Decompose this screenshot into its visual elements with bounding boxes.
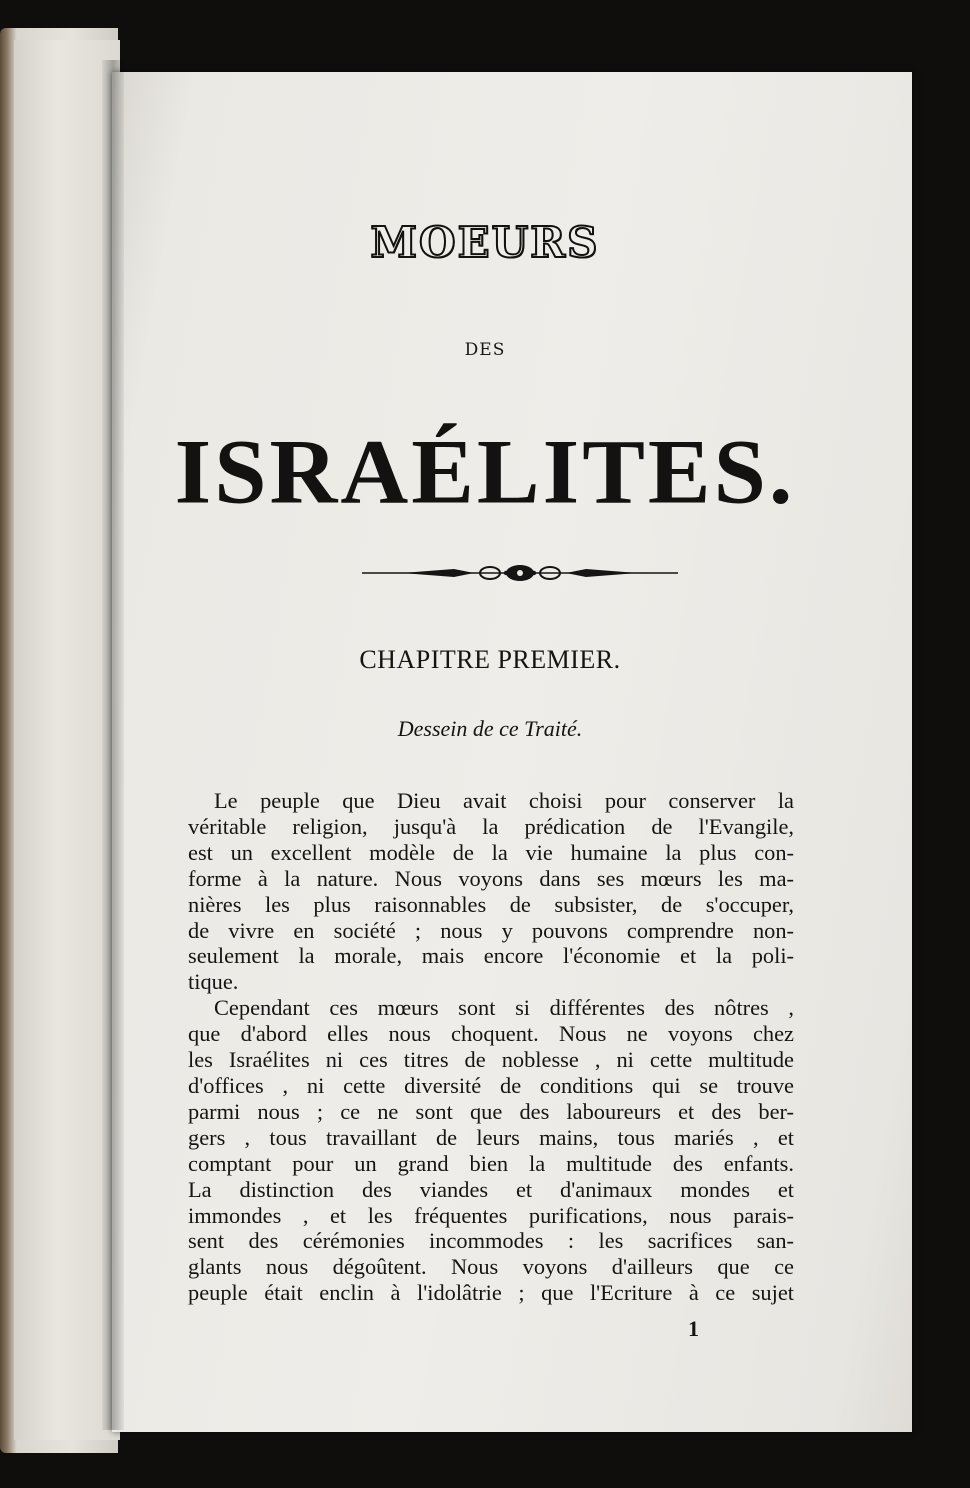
chapter-heading: CHAPITRE PREMIER. xyxy=(359,645,621,674)
text-line: est un excellent modèle de la vie humaine la plus con- xyxy=(188,839,794,865)
text-line: immondes , et les fréquentes purifications, nous parais- xyxy=(188,1202,794,1228)
text-line: sent des cérémonies incommodes : les sacrifices san- xyxy=(188,1228,794,1254)
text-line: nières les plus raisonnables de subsister, de s'occuper, xyxy=(188,891,794,917)
text-line: gers , tous travaillant de leurs mains, tous mariés , et xyxy=(188,1124,794,1150)
title-israelites: ISRAÉLITES. xyxy=(174,421,796,523)
chapter-subtitle: Dessein de ce Traité. xyxy=(397,716,583,741)
page-number: 1 xyxy=(688,1316,699,1341)
title-moeurs: MOEURS xyxy=(370,218,600,267)
text-line: peuple était enclin à l'idolâtrie ; que l'Ecriture à ce sujet xyxy=(188,1280,794,1306)
text-line: que d'abord elles nous choquent. Nous ne voyons chez xyxy=(188,1021,794,1047)
paragraph-1 xyxy=(188,788,794,995)
text-line: parmi nous ; ce ne sont que des laboureurs et des ber- xyxy=(188,1098,794,1124)
text-line: seulement la morale, mais encore l'économie et la poli- xyxy=(188,943,794,969)
text-line: Cependant ces mœurs sont si différentes des nôtres , xyxy=(214,995,794,1021)
text-line: les Israélites ni ces titres de noblesse , ni cette multitude xyxy=(188,1047,794,1073)
body-text xyxy=(188,788,794,1306)
text-line: d'offices , ni cette diversité de conditions qui se trouve xyxy=(188,1072,794,1098)
text-line: tique. xyxy=(188,969,239,995)
text-line: forme à la nature. Nous voyons dans ses mœurs les ma- xyxy=(188,865,794,891)
text-line: véritable religion, jusqu'à la prédication de l'Evangile, xyxy=(188,813,794,839)
text-line: Le peuple que Dieu avait choisi pour conserver la xyxy=(214,788,794,813)
text-line: glants nous dégoûtent. Nous voyons d'ailleurs que ce xyxy=(188,1254,794,1280)
text-line: La distinction des viandes et d'animaux mondes et xyxy=(188,1176,794,1202)
title-des: DES xyxy=(464,340,506,360)
ornament-divider xyxy=(362,560,678,584)
text-line: comptant pour un grand bien la multitude des enfants. xyxy=(188,1150,794,1176)
text-line: de vivre en société ; nous y pouvons comprendre non- xyxy=(188,917,794,943)
paragraph-2 xyxy=(188,995,794,1306)
